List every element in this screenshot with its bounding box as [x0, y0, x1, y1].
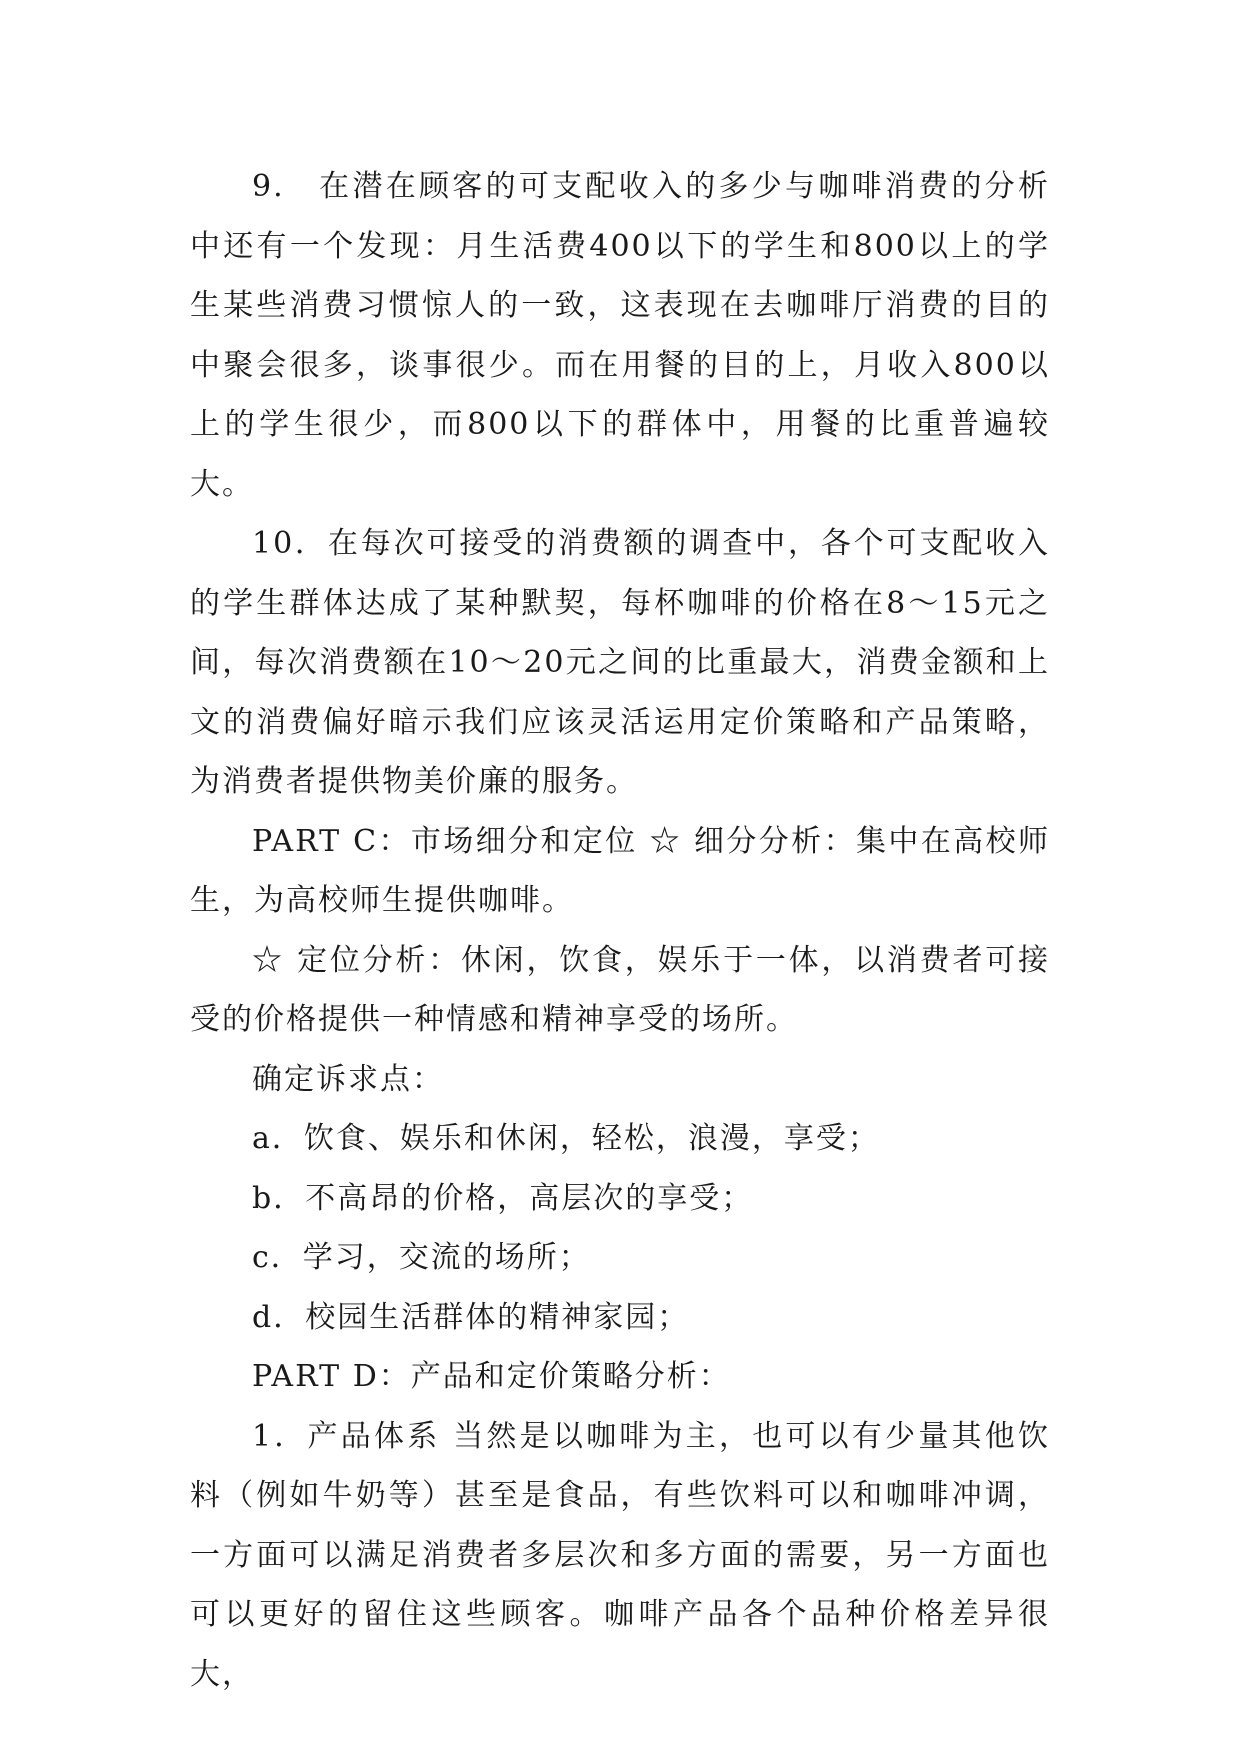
- document-body: [190, 157, 1050, 1704]
- paragraph-appeal-points-heading: 确定诉求点：: [252, 1061, 444, 1097]
- paragraph-part-c-segmentation: PART C：市场细分和定位 ☆ 细分分析：集中在高校师生，为高校师生提供咖啡。: [190, 823, 1050, 918]
- list-item-appeal-d: d．校园生活群体的精神家园；: [252, 1299, 690, 1335]
- list-item-appeal-c: c．学习，交流的场所；: [252, 1240, 591, 1275]
- paragraph-positioning-analysis: ☆ 定位分析：休闲，饮食，娱乐于一体，以消费者可接受的价格提供一种情感和精神享受的场所。: [190, 942, 1050, 1037]
- paragraph-income-analysis: 9. 在潜在顾客的可支配收入的多少与咖啡消费的分析中还有一个发现：月生活费400以下的学生和800以上的学生某些消费习惯惊人的一致，这表现在去咖啡厅消费的目的中聚会很多，谈事很少。而在用餐的目的上，月收入800以上的学生很少，而800以下的群体中，用餐的比重普遍较大。: [190, 169, 1050, 502]
- paragraph-part-d-heading: PART D：产品和定价策略分析：: [252, 1359, 731, 1394]
- list-item-appeal-b: b．不高昂的价格，高层次的享受；: [252, 1180, 754, 1216]
- paragraph-spending-survey: 10．在每次可接受的消费额的调查中，各个可支配收入的学生群体达成了某种默契，每杯咖啡的价格在8～15元之间，每次消费额在10～20元之间的比重最大，消费金额和上文的消费偏好暗示我们应该灵活运用定价策略和产品策略，为消费者提供物美价廉的服务。: [190, 526, 1050, 799]
- paragraph-product-system: 1．产品体系 当然是以咖啡为主，也可以有少量其他饮料（例如牛奶等）甚至是食品，有些饮料可以和咖啡冲调，一方面可以满足消费者多层次和多方面的需要，另一方面也可以更好的留住这些顾客。咖啡产品各个品种价格差异很大，: [190, 1418, 1050, 1692]
- list-item-appeal-a: a．饮食、娱乐和休闲，轻松，浪漫，享受；: [252, 1121, 880, 1156]
